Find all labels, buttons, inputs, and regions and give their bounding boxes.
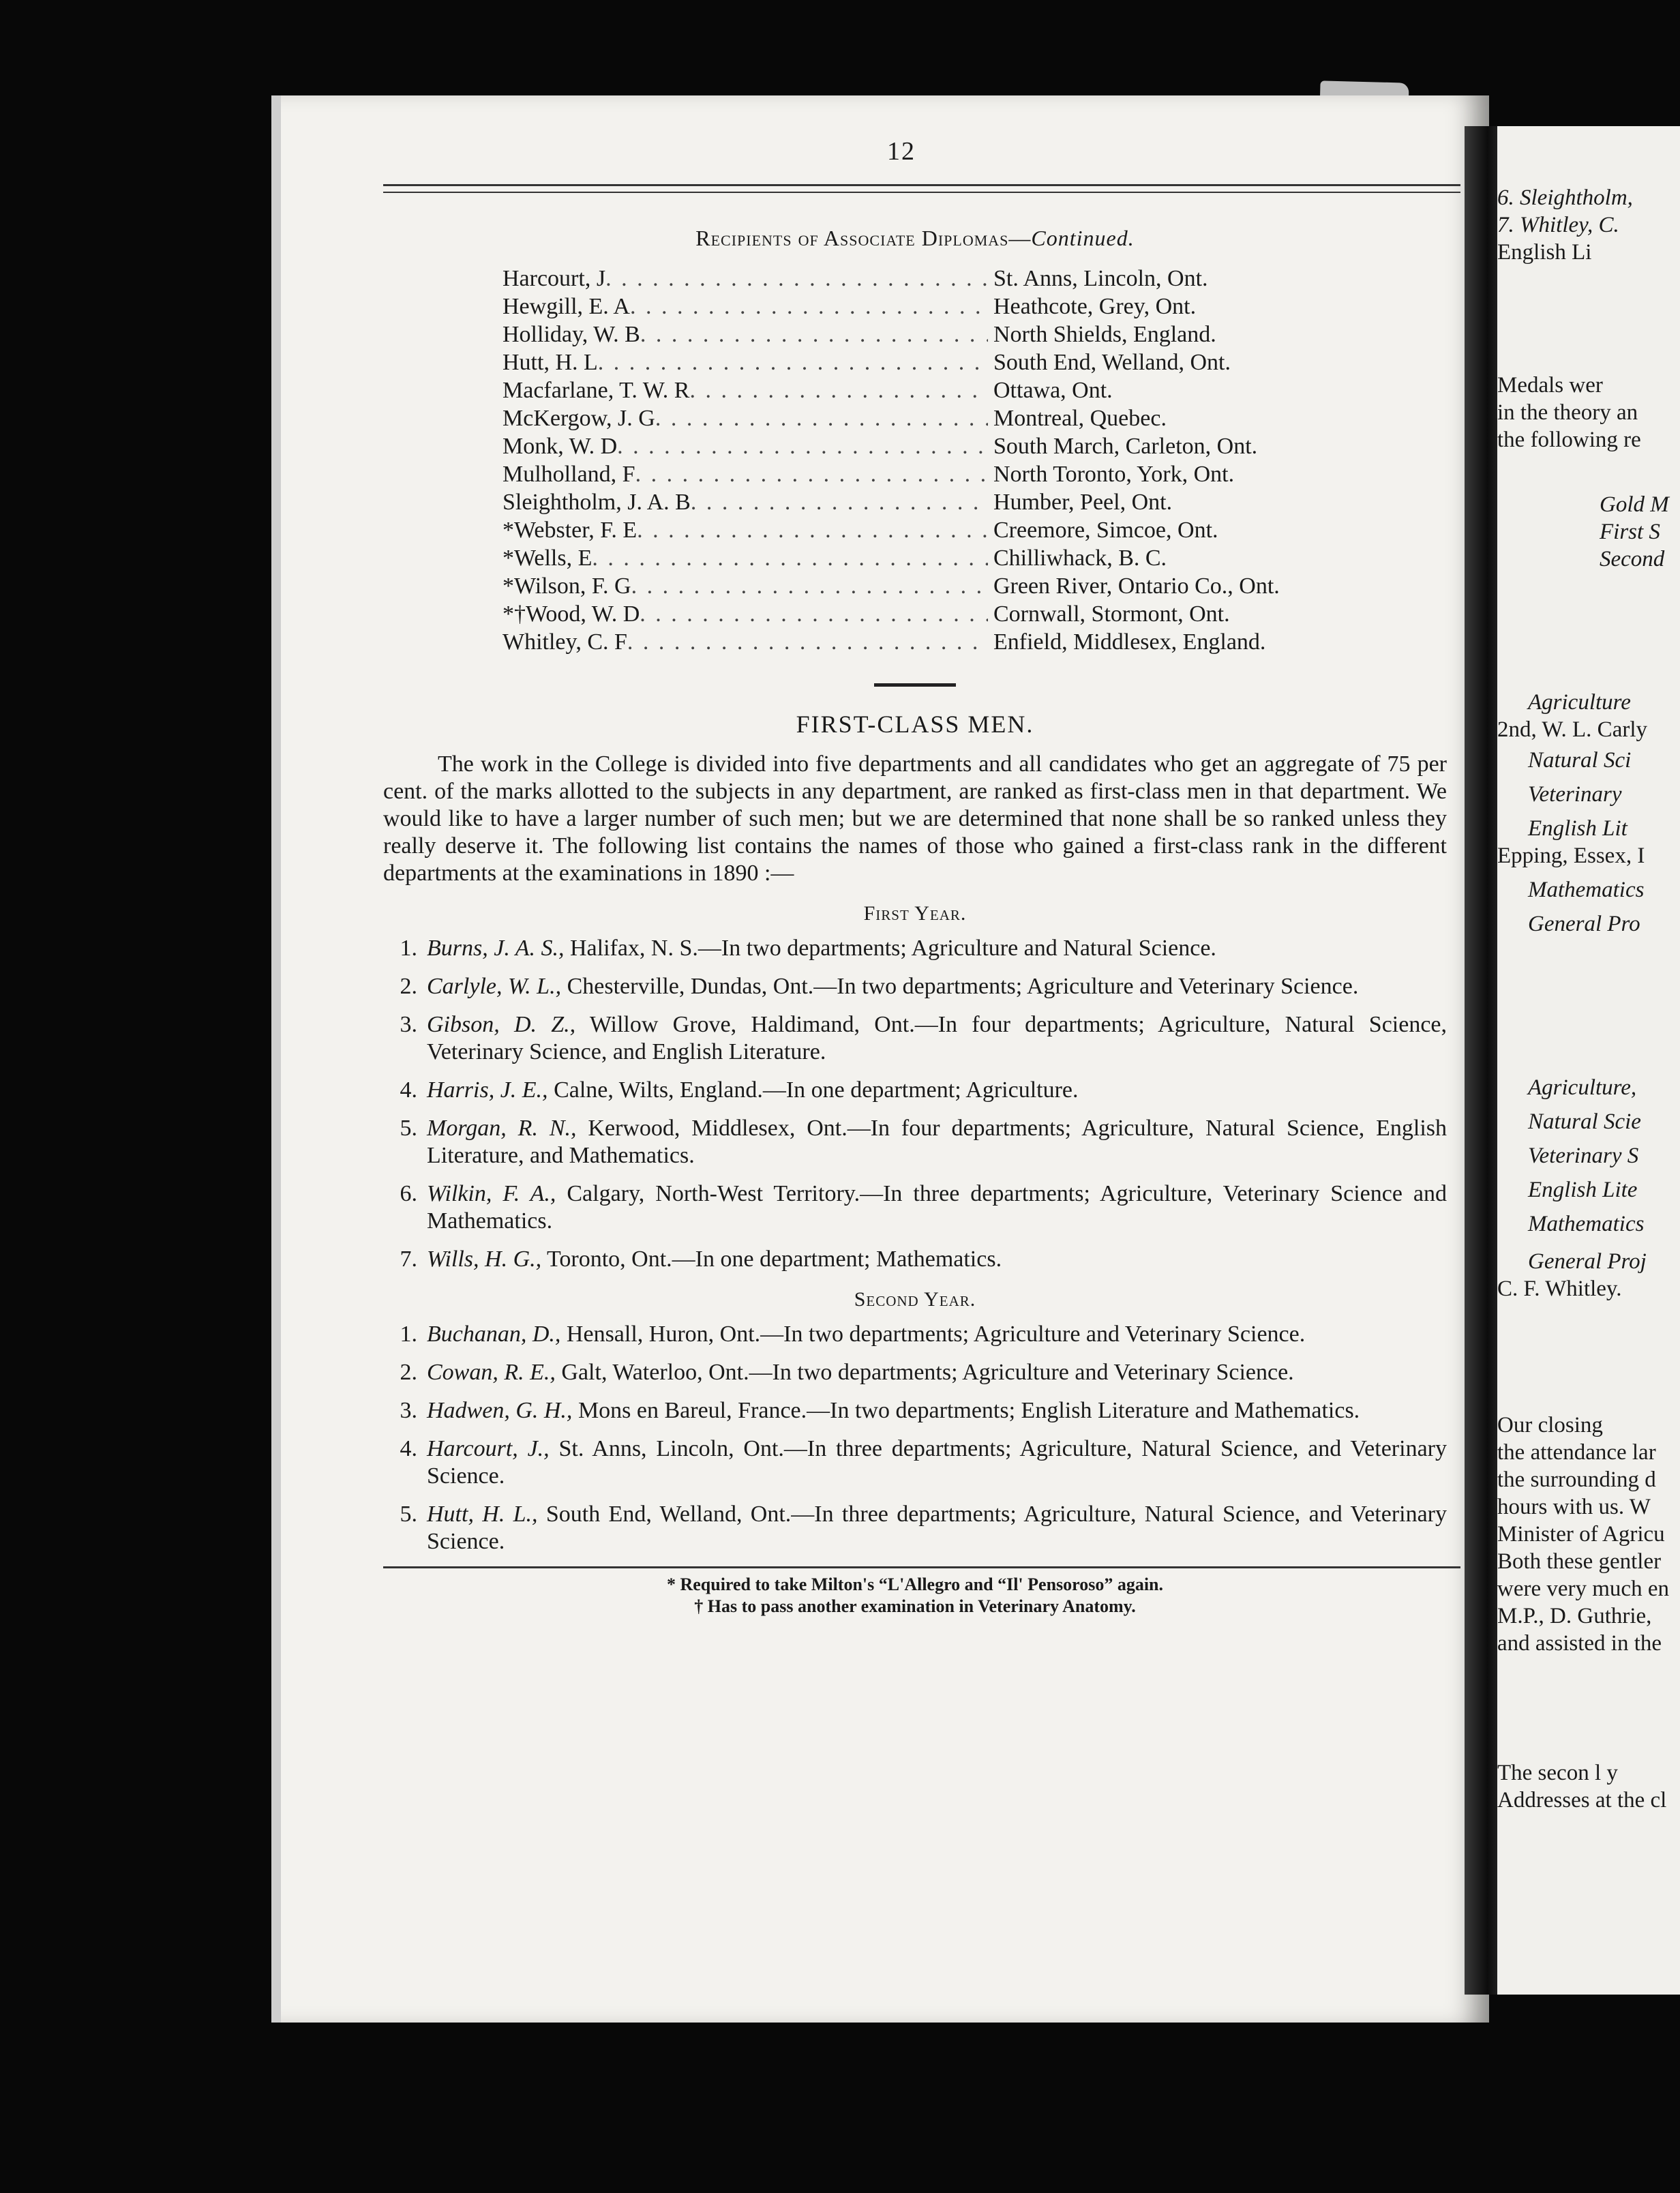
entry-text: Toronto, Ont.—In one department; Mathematics. [541, 1247, 1002, 1272]
leader-dots [627, 628, 988, 656]
entry-text: Calgary, North-West Territory.—In three departments; Agriculture, Veterinary Science and Mathematics. [427, 1181, 1447, 1234]
recipient-name: *Wilson, F. G [502, 573, 631, 599]
leader-dots [592, 544, 988, 572]
footnote-rule [383, 1566, 1460, 1568]
facing-page-text: General Proj [1528, 1249, 1647, 1274]
entry-text: Hensall, Huron, Ont.—In two departments; Agriculture and Veterinary Science. [560, 1322, 1306, 1347]
entry-text: Willow Grove, Haldimand, Ont.—In four departments; Agriculture, Natural Science, Veterinary Science, and English Literature. [427, 1012, 1447, 1064]
entry-name: Hutt, H. L., [427, 1502, 538, 1527]
recipient-name: Holliday, W. B [502, 322, 640, 347]
document-page [271, 95, 1489, 2023]
recipient-name: McKergow, J. G [502, 406, 655, 431]
leader-dots [598, 348, 988, 376]
recipient-row [502, 516, 1362, 544]
recipient-row [502, 488, 1362, 516]
second-year-title: Second Year. [854, 1288, 976, 1311]
recipient-row [502, 460, 1362, 488]
entry-number: 4. [400, 1436, 417, 1461]
entry-name: Morgan, R. N., [427, 1116, 577, 1141]
leader-dots [605, 265, 988, 293]
footnote-dagger: † Has to pass another examination in Veterinary Anatomy. [694, 1596, 1136, 1616]
recipient-place: Humber, Peel, Ont. [993, 490, 1173, 515]
facing-page-text: Natural Scie [1528, 1109, 1641, 1134]
entry-number: 2. [400, 974, 417, 999]
recipient-row [502, 320, 1362, 348]
recipient-row [502, 376, 1362, 404]
facing-page-text: Gold M [1600, 492, 1669, 517]
recipient-place: St. Anns, Lincoln, Ont. [993, 266, 1208, 291]
recipient-name: *†Wood, W. D [502, 601, 640, 627]
header-rule [383, 184, 1460, 193]
recipient-name: Hutt, H. L [502, 350, 598, 375]
facing-page-text: and assisted in the [1497, 1631, 1662, 1656]
entry-item [383, 935, 1447, 962]
leader-dots [617, 432, 988, 460]
facing-page-text: Medals wer [1497, 373, 1603, 398]
entry-body [427, 1246, 1447, 1273]
recipients-title [383, 226, 1447, 251]
entry-name: Wills, H. G., [427, 1247, 542, 1272]
facing-page-text: General Pro [1528, 912, 1640, 936]
recipient-place: Montreal, Quebec. [993, 406, 1167, 431]
recipients-title-caps: Recipients of Associate Diplomas— [695, 226, 1032, 250]
entry-number: 3. [400, 1398, 417, 1423]
leader-dots [689, 376, 988, 404]
entry-item [383, 1359, 1447, 1386]
recipient-name: Whitley, C. F [502, 629, 627, 655]
facing-page-text: Minister of Agricu [1497, 1522, 1665, 1547]
entry-body [427, 1077, 1447, 1104]
leader-dots [631, 572, 988, 600]
leader-dots [630, 293, 988, 320]
entry-body [427, 1435, 1447, 1490]
facing-page-text: Epping, Essex, I [1497, 844, 1645, 868]
entry-name: Buchanan, D., [427, 1322, 561, 1347]
leader-dots [640, 600, 988, 628]
recipient-name: Macfarlane, T. W. R [502, 378, 690, 403]
facing-page-text: Our closing [1497, 1413, 1603, 1437]
recipient-place: Heathcote, Grey, Ont. [993, 294, 1197, 319]
facing-page-text: English Lite [1528, 1178, 1638, 1202]
entry-number: 4. [400, 1077, 417, 1103]
recipient-name: *Wells, E [502, 546, 592, 571]
facing-page-text: were very much en [1497, 1577, 1669, 1601]
first-class-intro: The work in the College is divided into five departments and all candidates who get an aggregate of 75 per cent. of the marks allotted to the subjects in any department, are ranked as first-class men in that department. We would like to have a larger number of such men; but we are determined that none shall be so ranked unless they really deserve it. The following list contains the names of those who gained a first-class rank in the different departments at the examinations in 1890 :— [383, 751, 1447, 886]
recipient-place: South End, Welland, Ont. [993, 350, 1231, 375]
recipient-place: North Toronto, York, Ont. [993, 462, 1235, 487]
page-number: 12 [887, 137, 916, 166]
entry-number: 7. [400, 1247, 417, 1272]
recipient-name: Harcourt, J [502, 266, 606, 291]
facing-page-text: Agriculture, [1528, 1075, 1637, 1100]
entry-name: Cowan, R. E., [427, 1360, 556, 1385]
second-year-list [383, 1321, 1447, 1555]
facing-page-text: Addresses at the cl [1497, 1788, 1667, 1812]
facing-page-text: in the theory an [1497, 400, 1638, 425]
facing-page-text: Second [1600, 547, 1665, 571]
recipient-name: Mulholland, F [502, 462, 635, 487]
entry-name: Wilkin, F. A., [427, 1181, 556, 1206]
leader-dots [691, 488, 988, 516]
facing-page-text: M.P., D. Guthrie, [1497, 1604, 1652, 1628]
entry-number: 1. [400, 1322, 417, 1347]
entry-body [427, 1321, 1447, 1348]
entry-item [383, 1180, 1447, 1235]
facing-page-text: the following re [1497, 428, 1641, 452]
recipient-row [502, 628, 1362, 656]
facing-page-text: English Lit [1528, 816, 1627, 841]
recipient-name: Monk, W. D [502, 434, 618, 459]
recipient-row [502, 293, 1362, 320]
entry-number: 6. [400, 1181, 417, 1206]
footnotes [383, 1574, 1447, 1617]
entry-number: 1. [400, 936, 417, 961]
entry-text: Mons en Bareul, France.—In two departments; English Literature and Mathematics. [572, 1398, 1360, 1423]
recipient-row [502, 348, 1362, 376]
recipient-row [502, 404, 1362, 432]
entry-name: Gibson, D. Z., [427, 1012, 576, 1037]
entry-text: Halifax, N. S.—In two departments; Agriculture and Natural Science. [564, 936, 1216, 961]
entry-item [383, 1246, 1447, 1273]
facing-page-text: the surrounding d [1497, 1467, 1656, 1492]
facing-page-text: 7. Whitley, C. [1497, 213, 1619, 237]
recipient-name: Sleightholm, J. A. B [502, 490, 691, 515]
entry-text: Galt, Waterloo, Ont.—In two departments; Agriculture and Veterinary Science. [555, 1360, 1294, 1385]
entry-body [427, 1180, 1447, 1235]
first-year-list [383, 935, 1447, 1273]
entry-text: Calne, Wilts, England.—In one department; Agriculture. [548, 1077, 1079, 1103]
recipient-row [502, 265, 1362, 293]
facing-page-text: C. F. Whitley. [1497, 1277, 1622, 1301]
footnote-asterisk: * Required to take Milton's “L'Allegro and “Il' Pensoroso” again. [666, 1575, 1164, 1594]
recipient-row [502, 572, 1362, 600]
entry-body [427, 1359, 1447, 1386]
entry-text: Chesterville, Dundas, Ont.—In two departments; Agriculture and Veterinary Science. [561, 974, 1359, 999]
leader-dots [637, 516, 988, 544]
recipient-name: *Webster, F. E [502, 518, 638, 543]
entry-item [383, 1115, 1447, 1169]
entry-body [427, 935, 1447, 962]
facing-page-text: hours with us. W [1497, 1495, 1651, 1519]
facing-page-text: English Li [1497, 240, 1592, 265]
entry-item [383, 1321, 1447, 1348]
page-content [383, 136, 1447, 1617]
entry-item [383, 1077, 1447, 1104]
entry-body [427, 973, 1447, 1000]
entry-number: 3. [400, 1012, 417, 1037]
first-year-title: First Year. [863, 902, 967, 925]
recipient-row [502, 432, 1362, 460]
entry-body [427, 1397, 1447, 1424]
facing-page-text: 2nd, W. L. Carly [1497, 717, 1647, 742]
entry-text: Kerwood, Middlesex, Ont.—In four departments; Agriculture, Natural Science, English Literature, and Mathematics. [427, 1116, 1447, 1168]
recipient-place: Cornwall, Stormont, Ont. [993, 601, 1230, 627]
facing-page-text: Natural Sci [1528, 748, 1632, 773]
recipient-place: Chilliwhack, B. C. [993, 546, 1167, 571]
recipient-place: Enfield, Middlesex, England. [993, 629, 1266, 655]
entry-text: St. Anns, Lincoln, Ont.—In three departments; Agriculture, Natural Science, and Veterinary Science. [427, 1436, 1447, 1489]
entry-item [383, 1397, 1447, 1424]
leader-dots [655, 404, 988, 432]
entry-number: 5. [400, 1502, 417, 1527]
first-class-heading: FIRST-CLASS MEN. [796, 711, 1034, 738]
facing-page-text: The secon l y [1497, 1761, 1618, 1785]
facing-page-text: Mathematics [1528, 878, 1645, 902]
entry-number: 5. [400, 1116, 417, 1141]
entry-name: Hadwen, G. H., [427, 1398, 573, 1423]
entry-item [383, 1011, 1447, 1066]
recipients-title-italic: Continued. [1031, 226, 1135, 250]
recipient-name: Hewgill, E. A [502, 294, 630, 319]
facing-page-text: the attendance lar [1497, 1440, 1656, 1465]
facing-page-text: Both these gentler [1497, 1549, 1662, 1574]
facing-page-text: Veterinary [1528, 782, 1622, 807]
facing-page-text: First S [1600, 520, 1660, 544]
recipient-place: Green River, Ontario Co., Ont. [993, 573, 1280, 599]
entry-number: 2. [400, 1360, 417, 1385]
section-divider [874, 683, 956, 687]
recipients-list [502, 265, 1362, 656]
entry-body [427, 1501, 1447, 1555]
entry-body [427, 1011, 1447, 1066]
recipient-place: North Shields, England. [993, 322, 1216, 347]
facing-page-text: Mathematics [1528, 1212, 1645, 1236]
recipient-row [502, 600, 1362, 628]
recipient-row [502, 544, 1362, 572]
recipient-place: Ottawa, Ont. [993, 378, 1113, 403]
leader-dots [635, 460, 988, 488]
facing-page-text: Agriculture [1528, 690, 1631, 715]
recipient-place: South March, Carleton, Ont. [993, 434, 1258, 459]
entry-name: Carlyle, W. L., [427, 974, 562, 999]
entry-item [383, 1435, 1447, 1490]
facing-page-text: 6. Sleightholm, [1497, 185, 1633, 210]
entry-item [383, 1501, 1447, 1555]
entry-body [427, 1115, 1447, 1169]
facing-page [1497, 126, 1680, 1995]
entry-name: Harris, J. E., [427, 1077, 548, 1103]
entry-name: Burns, J. A. S., [427, 936, 565, 961]
entry-text: South End, Welland, Ont.—In three departments; Agriculture, Natural Science, and Veterinary Science. [427, 1502, 1447, 1554]
recipient-place: Creemore, Simcoe, Ont. [993, 518, 1218, 543]
leader-dots [640, 320, 988, 348]
entry-item [383, 973, 1447, 1000]
entry-name: Harcourt, J., [427, 1436, 550, 1461]
facing-page-text: Veterinary S [1528, 1144, 1639, 1168]
